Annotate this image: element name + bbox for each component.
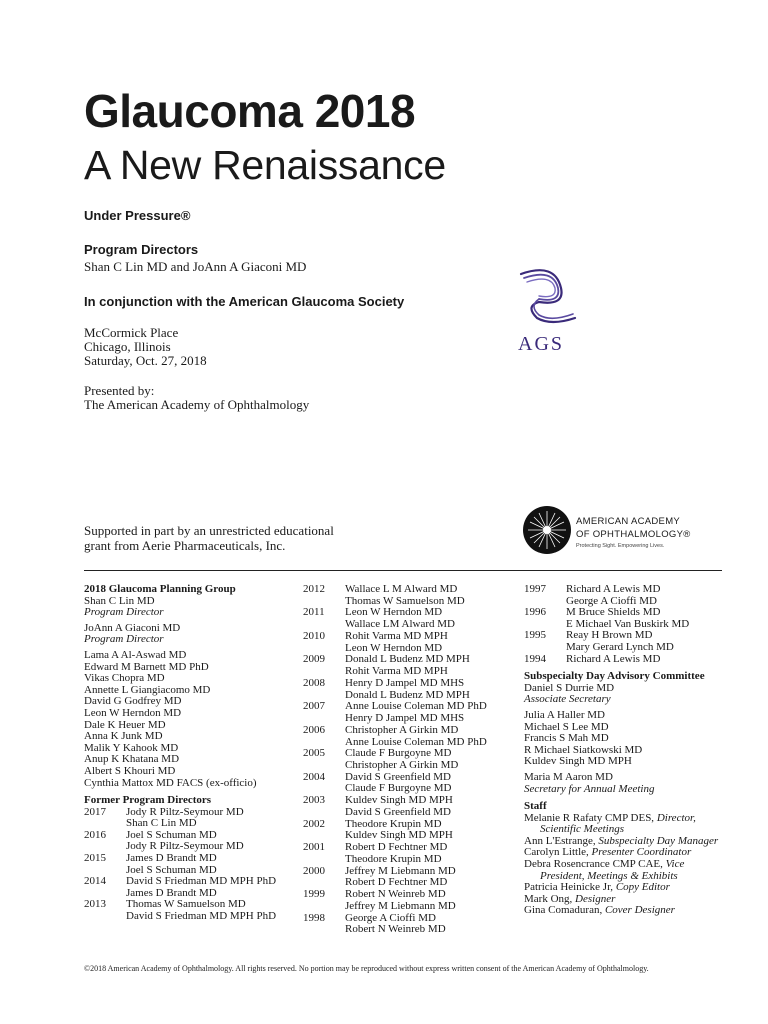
conjunction-heading: In conjunction with the American Glaucoma Society [84,294,405,309]
director-year-row [84,853,294,876]
director-year-row [524,584,724,607]
director-year-row [524,654,724,666]
director-name: Leon W Herndon MD [345,641,443,654]
planning-others-list [84,650,294,789]
director-names [345,866,513,889]
director-year-row [303,795,513,818]
director-name: Leon W Herndon MD [345,606,443,619]
director-names [126,899,294,922]
director-year-row [303,678,513,701]
director-names [345,607,513,630]
director-name: Jody R Piltz-Seymour MD [126,805,244,818]
director-name: David S Greenfield MD [345,805,452,818]
planning-member: Anup K Khatana MD [84,753,180,766]
director-names [345,725,513,748]
planning-member: Shan C Lin MD [84,594,155,607]
column-planning-group [84,584,294,923]
director-year-row [84,876,294,899]
annual-meeting-secretary-role: Secretary for Annual Meeting [524,782,655,795]
director-year: 2006 [303,723,325,736]
director-name: Wallace L M Alward MD [345,583,458,595]
advisory-member: R Michael Siatkowski MD [524,743,643,756]
director-name: Christopher A Girkin MD [345,758,459,771]
advisory-member: Kuldev Singh MD MPH [524,755,632,768]
director-year-row [303,866,513,889]
presented-by-label: Presented by: [84,383,155,398]
staff-name: Melanie R Rafaty CMP DES, [524,811,657,824]
director-name: Anne Louise Coleman MD PhD [345,700,487,713]
director-name: James D Brandt MD [126,852,217,865]
director-name: Henry D Jampel MD MHS [345,712,465,725]
director-year: 2010 [303,629,325,642]
director-year-row [84,807,294,830]
director-year-row [303,772,513,795]
director-name: Jeffrey M Liebmann MD [345,899,456,912]
staff-role: Cover Designer [604,904,675,917]
director-year-row [303,631,513,654]
director-names [345,701,513,724]
director-name: David S Greenfield MD [345,770,452,783]
support-line-2: grant from Aerie Pharmaceuticals, Inc. [84,538,286,553]
venue: McCormick Place [84,325,179,340]
director-year: 1994 [524,652,546,665]
copyright-footer: ©2018 American Academy of Ophthalmology. All rights reserved. No portion may be reproduced without express written consent of the American Academy of Ophthalmology. [84,964,649,973]
staff-name: Gina Comaduran, [524,904,605,917]
director-names [345,584,513,607]
director-year-row [84,899,294,922]
annual-meeting-secretary: Maria M Aaron MD [524,770,613,783]
staff-entry [524,859,724,871]
staff-role: Designer [575,892,616,905]
director-names [345,795,513,818]
staff-name: Mark Ong, [524,892,576,905]
director-year: 2011 [303,606,325,619]
staff-role-continued: Scientific Meetings [540,823,624,836]
director-name: Thomas W Samuelson MD [126,898,246,911]
director-year: 1996 [524,606,546,619]
director-name: David S Friedman MD MPH PhD [126,910,277,923]
director-name: Henry D Jampel MD MHS [345,676,465,689]
director-year: 2013 [84,898,106,911]
director-name: Rohit Varma MD MPH [345,665,448,678]
staff-name: Patricia Heinicke Jr, [524,881,616,894]
directors-heading: Program Directors [84,242,199,257]
director-name: Claude F Burgoyne MD [345,747,452,760]
planning-member: Cynthia Mattox MD FACS (ex-officio) [84,776,257,789]
director-name: Richard A Lewis MD [566,583,661,595]
staff-role: Subspecialty Day Manager [598,834,719,847]
former-directors-list-2 [303,584,513,936]
director-name: Anne Louise Coleman MD PhD [345,735,487,748]
advisory-member: Michael S Lee MD [524,720,609,733]
director-names [126,807,294,830]
director-names [566,584,724,607]
advisory-member: Julia A Haller MD [524,708,605,721]
planning-member: Edward M Barnett MD PhD [84,660,209,673]
staff-name: Debra Rosencrance CMP CAE, [524,858,666,871]
director-year-row [524,607,724,630]
director-name: Joel S Schuman MD [126,863,217,876]
advisory-member: Francis S Mah MD [524,732,609,745]
planning-member-role: Program Director [84,633,164,646]
director-name: M Bruce Shields MD [566,606,661,619]
director-name: Rohit Varma MD MPH [345,629,448,642]
directors-names: Shan C Lin MD and JoAnn A Giaconi MD [84,259,307,274]
ags-logo-text: AGS [518,333,565,355]
planning-member: David G Godfrey MD [84,695,182,708]
event-date: Saturday, Oct. 27, 2018 [84,353,207,368]
director-year-row [303,913,513,936]
planning-member-role: Program Director [84,606,164,619]
director-names [566,654,724,666]
director-name: Robert D Fechtner MD [345,876,448,889]
director-name: Claude F Burgoyne MD [345,782,452,795]
city: Chicago, Illinois [84,339,171,354]
aao-tagline: Protecting Sight. Empowering Lives. [576,543,665,549]
staff-role: Copy Editor [615,881,670,894]
director-year-row [303,607,513,630]
staff-entry [524,905,724,917]
director-name: James D Brandt MD [126,886,217,899]
director-name: Thomas W Samuelson MD [345,594,465,607]
director-year: 2009 [303,653,325,666]
director-year: 2017 [84,805,106,818]
director-names [566,607,724,630]
advisory-chair: Daniel S Durrie MD [524,681,615,694]
director-names [345,889,513,912]
planning-member: Dale K Heuer MD [84,718,166,731]
staff-role: Vice [665,858,685,871]
director-names [126,876,294,899]
staff-role: Director, [656,811,696,824]
advisory-heading: Subspecialty Day Advisory Committee [524,670,705,683]
director-year-row [303,889,513,912]
director-names [126,853,294,876]
director-names [126,830,294,853]
director-year: 1997 [524,583,546,595]
advisory-chair-role: Associate Secretary [524,693,611,706]
aao-name-line-2: OF OPHTHALMOLOGY® [576,529,691,540]
former-directors-list-3 [524,584,724,665]
director-year-row [303,701,513,724]
planning-member: Anna K Junk MD [84,730,163,743]
column-advisory-staff [524,584,724,917]
director-name: Theodore Krupin MD [345,817,442,830]
presenter-name: The American Academy of Ophthalmology [84,397,310,412]
director-year-row [303,842,513,865]
director-year: 1995 [524,629,546,642]
director-names [345,748,513,771]
director-names [566,630,724,653]
ags-swirl-icon [515,266,581,326]
planning-member: Leon W Herndon MD [84,706,182,719]
support-line-1: Supported in part by an unrestricted educational [84,523,334,538]
director-names [345,772,513,795]
director-name: Kuldev Singh MD MPH [345,794,453,807]
director-year: 2015 [84,852,106,865]
column-former-directors [303,584,513,936]
aao-starburst-icon [522,505,572,555]
director-year-row [524,630,724,653]
director-name: Shan C Lin MD [126,817,197,830]
page-title: Glaucoma 2018 [84,85,416,137]
director-name: Richard A Lewis MD [566,652,661,665]
director-name: Joel S Schuman MD [126,828,217,841]
director-name: Reay H Brown MD [566,629,653,642]
director-name: Robert N Weinreb MD [345,923,446,936]
director-names [345,842,513,865]
director-year-row [303,748,513,771]
director-year: 1998 [303,911,325,924]
aao-name-line-1: AMERICAN ACADEMY [576,516,681,527]
staff-list [524,813,724,917]
staff-role: Presenter Coordinator [591,846,692,859]
aao-logo [522,505,722,555]
planning-member: Vikas Chopra MD [84,672,165,685]
advisory-members-list [524,710,724,768]
director-names [345,913,513,936]
planning-member: Lama A Al-Aswad MD [84,648,187,661]
director-name: Mary Gerard Lynch MD [566,640,674,653]
director-year: 2016 [84,828,106,841]
director-year: 1999 [303,888,325,901]
staff-name: Carolyn Little, [524,846,592,859]
director-name: Jody R Piltz-Seymour MD [126,840,244,853]
director-year: 2008 [303,676,325,689]
tagline: Under Pressure® [84,208,191,223]
director-year: 2001 [303,841,325,854]
planning-member: Annette L Giangiacomo MD [84,683,211,696]
director-name: David S Friedman MD MPH PhD [126,875,277,888]
director-name: Robert N Weinreb MD [345,888,446,901]
director-year-row [303,725,513,748]
planning-member: Albert S Khouri MD [84,764,176,777]
director-name: Theodore Krupin MD [345,852,442,865]
staff-role-continued: President, Meetings & Exhibits [540,869,678,882]
planning-group-heading: 2018 Glaucoma Planning Group [84,583,236,595]
director-names [345,678,513,701]
director-name: Donald L Budenz MD MPH [345,653,470,666]
former-directors-list-1 [84,807,294,923]
director-names [345,819,513,842]
former-directors-heading: Former Program Directors [84,794,212,807]
director-year-row [303,584,513,607]
staff-name: Ann L'Estrange, [524,834,599,847]
director-name: Wallace LM Alward MD [345,618,455,631]
director-year: 2003 [303,794,325,807]
director-names [345,631,513,654]
director-year-row [303,654,513,677]
director-name: E Michael Van Buskirk MD [566,617,690,630]
director-name: George A Cioffi MD [566,594,657,607]
director-year: 2007 [303,700,325,713]
director-name: Kuldev Singh MD MPH [345,829,453,842]
director-name: Christopher A Girkin MD [345,723,459,736]
staff-heading: Staff [524,800,547,813]
director-year: 2005 [303,747,325,760]
director-name: Robert D Fechtner MD [345,841,448,854]
director-year: 2000 [303,864,325,877]
director-name: George A Cioffi MD [345,911,436,924]
director-names [345,654,513,677]
director-name: Donald L Budenz MD MPH [345,688,470,701]
director-year-row [303,819,513,842]
director-year-row [84,830,294,853]
planning-member: Malik Y Kahook MD [84,741,179,754]
page-subtitle: A New Renaissance [84,142,446,188]
section-divider [84,570,722,571]
director-year: 2014 [84,875,106,888]
ags-logo [515,266,581,355]
director-name: Jeffrey M Liebmann MD [345,864,456,877]
planning-member: JoAnn A Giaconi MD [84,621,181,634]
director-year: 2002 [303,817,325,830]
director-year: 2004 [303,770,325,783]
director-year: 2012 [303,583,325,595]
